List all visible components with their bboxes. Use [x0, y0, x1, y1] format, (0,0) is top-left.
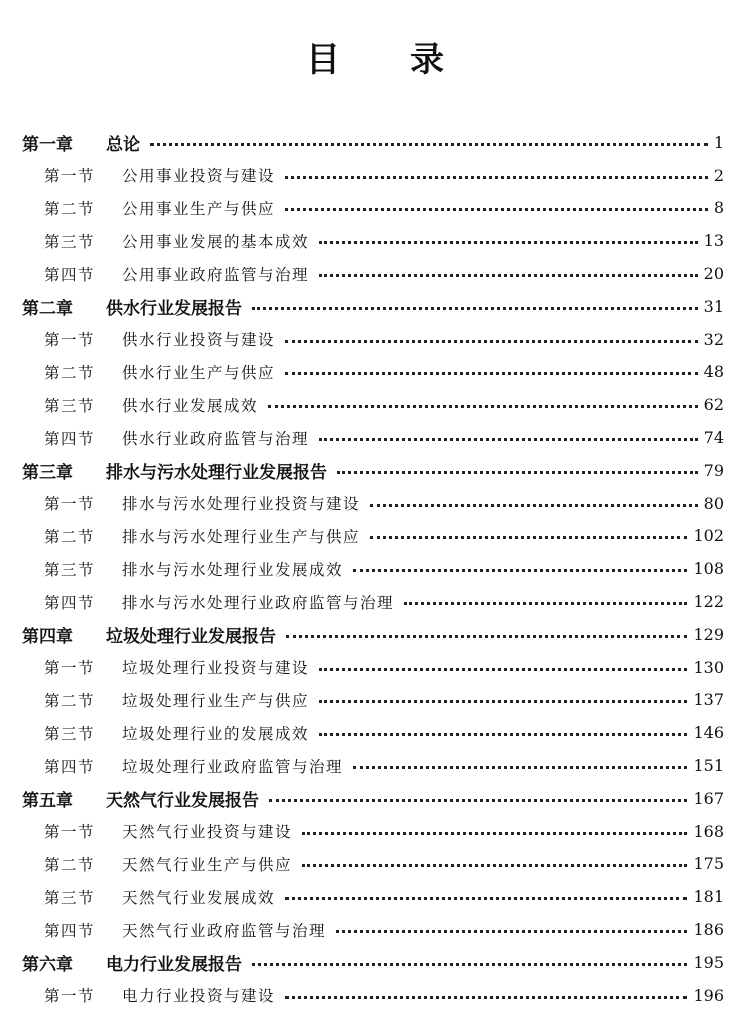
page-number: 195 [693, 952, 724, 972]
section-number: 第二节 [44, 527, 96, 546]
toc-section-entry[interactable] [0, 224, 750, 257]
section-number: 第三节 [44, 396, 96, 415]
toc-title [0, 38, 750, 82]
section-number: 第二节 [44, 363, 96, 382]
section-title: 公用事业投资与建设 [122, 167, 276, 186]
page-number: 20 [703, 264, 724, 284]
page-number: 181 [693, 887, 724, 907]
dot-leader [337, 457, 698, 474]
chapter-title: 供水行业发展报告 [106, 298, 242, 319]
page-number: 168 [693, 821, 724, 841]
page-number: 2 [713, 165, 724, 185]
dot-leader [285, 358, 698, 375]
section-number: 第一节 [44, 823, 96, 842]
toc-section-entry[interactable] [0, 651, 750, 684]
toc-section-entry[interactable] [0, 979, 750, 1012]
section-title: 天然气行业生产与供应 [122, 855, 293, 874]
section-number: 第三节 [44, 888, 96, 907]
chapter-number: 第六章 [22, 954, 73, 975]
toc-section-entry[interactable] [0, 323, 750, 356]
page-number: 31 [703, 296, 724, 316]
dot-leader [404, 588, 687, 605]
toc-title-right: 录 [410, 40, 444, 80]
dot-leader [319, 260, 698, 277]
dot-leader [268, 391, 698, 408]
section-title: 电力行业投资与建设 [122, 987, 276, 1006]
page-number: 186 [693, 920, 724, 940]
dot-leader [319, 227, 698, 244]
toc-section-entry[interactable] [0, 749, 750, 782]
dot-leader [150, 129, 708, 146]
page-number: 74 [703, 428, 724, 448]
toc-chapter-entry[interactable] [0, 618, 750, 651]
section-number: 第四节 [44, 593, 96, 612]
dot-leader [353, 752, 687, 769]
toc-section-entry[interactable] [0, 716, 750, 749]
section-title: 供水行业政府监管与治理 [122, 429, 310, 448]
section-title: 供水行业投资与建设 [122, 331, 276, 350]
section-number: 第一节 [44, 331, 96, 350]
section-number: 第三节 [44, 560, 96, 579]
dot-leader [302, 818, 687, 835]
section-number: 第三节 [44, 232, 96, 251]
section-title: 公用事业生产与供应 [122, 199, 276, 218]
toc-chapter-entry[interactable] [0, 290, 750, 323]
chapter-title: 电力行业发展报告 [106, 954, 242, 975]
dot-leader [285, 326, 698, 343]
toc-chapter-entry[interactable] [0, 126, 750, 159]
dot-leader [269, 785, 687, 802]
toc-section-entry[interactable] [0, 815, 750, 848]
dot-leader [319, 686, 687, 703]
section-title: 天然气行业投资与建设 [122, 823, 293, 842]
section-number: 第一节 [44, 987, 96, 1006]
toc-title-left: 目 [306, 40, 340, 80]
dot-leader [252, 293, 698, 310]
page-number: 129 [693, 624, 724, 644]
toc-section-entry[interactable] [0, 880, 750, 913]
section-title: 供水行业生产与供应 [122, 363, 276, 382]
chapter-title: 排水与污水处理行业发展报告 [106, 462, 327, 483]
dot-leader [353, 555, 687, 572]
dot-leader [336, 916, 687, 933]
dot-leader [302, 850, 687, 867]
section-number: 第四节 [44, 921, 96, 940]
dot-leader [285, 162, 708, 179]
chapter-title: 总论 [106, 134, 140, 155]
page-number: 122 [693, 592, 724, 612]
page-number: 80 [703, 493, 724, 513]
section-number: 第三节 [44, 724, 96, 743]
page-number: 175 [693, 854, 724, 874]
chapter-number: 第四章 [22, 626, 73, 647]
section-title: 天然气行业发展成效 [122, 888, 276, 907]
page-number: 102 [693, 526, 724, 546]
page-number: 196 [693, 985, 724, 1005]
section-number: 第二节 [44, 691, 96, 710]
toc-section-entry[interactable] [0, 552, 750, 585]
page-number: 79 [703, 460, 724, 480]
dot-leader [285, 194, 708, 211]
dot-leader [319, 719, 687, 736]
section-title: 公用事业政府监管与治理 [122, 265, 310, 284]
toc-section-entry[interactable] [0, 520, 750, 553]
section-number: 第四节 [44, 757, 96, 776]
toc-section-entry[interactable] [0, 487, 750, 520]
section-title: 天然气行业政府监管与治理 [122, 921, 327, 940]
page-number: 1 [713, 132, 724, 152]
table-of-contents [0, 126, 750, 1012]
toc-section-entry[interactable] [0, 848, 750, 881]
toc-section-entry[interactable] [0, 913, 750, 946]
page-number: 137 [693, 690, 724, 710]
section-title: 排水与污水处理行业投资与建设 [122, 495, 361, 514]
chapter-number: 第三章 [22, 462, 73, 483]
chapter-number: 第五章 [22, 790, 73, 811]
section-title: 垃圾处理行业政府监管与治理 [122, 757, 344, 776]
toc-section-entry[interactable] [0, 257, 750, 290]
page-number: 167 [693, 788, 724, 808]
toc-section-entry[interactable] [0, 421, 750, 454]
chapter-title: 垃圾处理行业发展报告 [106, 626, 276, 647]
dot-leader [319, 424, 698, 441]
section-number: 第一节 [44, 495, 96, 514]
page-number: 130 [693, 657, 724, 677]
toc-section-entry[interactable] [0, 356, 750, 389]
section-number: 第一节 [44, 659, 96, 678]
chapter-title: 天然气行业发展报告 [106, 790, 259, 811]
dot-leader [285, 883, 687, 900]
section-title: 排水与污水处理行业发展成效 [122, 560, 344, 579]
toc-section-entry[interactable] [0, 684, 750, 717]
section-title: 垃圾处理行业的发展成效 [122, 724, 310, 743]
page-number: 62 [703, 395, 724, 415]
section-title: 公用事业发展的基本成效 [122, 232, 310, 251]
dot-leader [285, 982, 687, 999]
section-number: 第四节 [44, 265, 96, 284]
toc-section-entry[interactable] [0, 159, 750, 192]
dot-leader [370, 490, 698, 507]
page-number: 146 [693, 723, 724, 743]
section-title: 垃圾处理行业投资与建设 [122, 659, 310, 678]
section-number: 第二节 [44, 199, 96, 218]
page-number: 8 [713, 198, 724, 218]
section-number: 第二节 [44, 855, 96, 874]
section-title: 垃圾处理行业生产与供应 [122, 691, 310, 710]
page-number: 108 [693, 559, 724, 579]
page-number: 32 [703, 329, 724, 349]
page-number: 48 [703, 362, 724, 382]
dot-leader [370, 522, 687, 539]
chapter-number: 第二章 [22, 298, 73, 319]
toc-section-entry[interactable] [0, 192, 750, 225]
toc-chapter-entry[interactable] [0, 454, 750, 487]
toc-section-entry[interactable] [0, 585, 750, 618]
page-number: 13 [703, 231, 724, 251]
section-number: 第四节 [44, 429, 96, 448]
toc-chapter-entry[interactable] [0, 782, 750, 815]
chapter-number: 第一章 [22, 134, 73, 155]
section-title: 排水与污水处理行业生产与供应 [122, 527, 361, 546]
section-number: 第一节 [44, 167, 96, 186]
toc-section-entry[interactable] [0, 388, 750, 421]
section-title: 排水与污水处理行业政府监管与治理 [122, 593, 395, 612]
dot-leader [319, 654, 687, 671]
page-number: 151 [693, 756, 724, 776]
toc-chapter-entry[interactable] [0, 946, 750, 979]
section-title: 供水行业发展成效 [122, 396, 259, 415]
dot-leader [286, 621, 687, 638]
dot-leader [252, 949, 687, 966]
